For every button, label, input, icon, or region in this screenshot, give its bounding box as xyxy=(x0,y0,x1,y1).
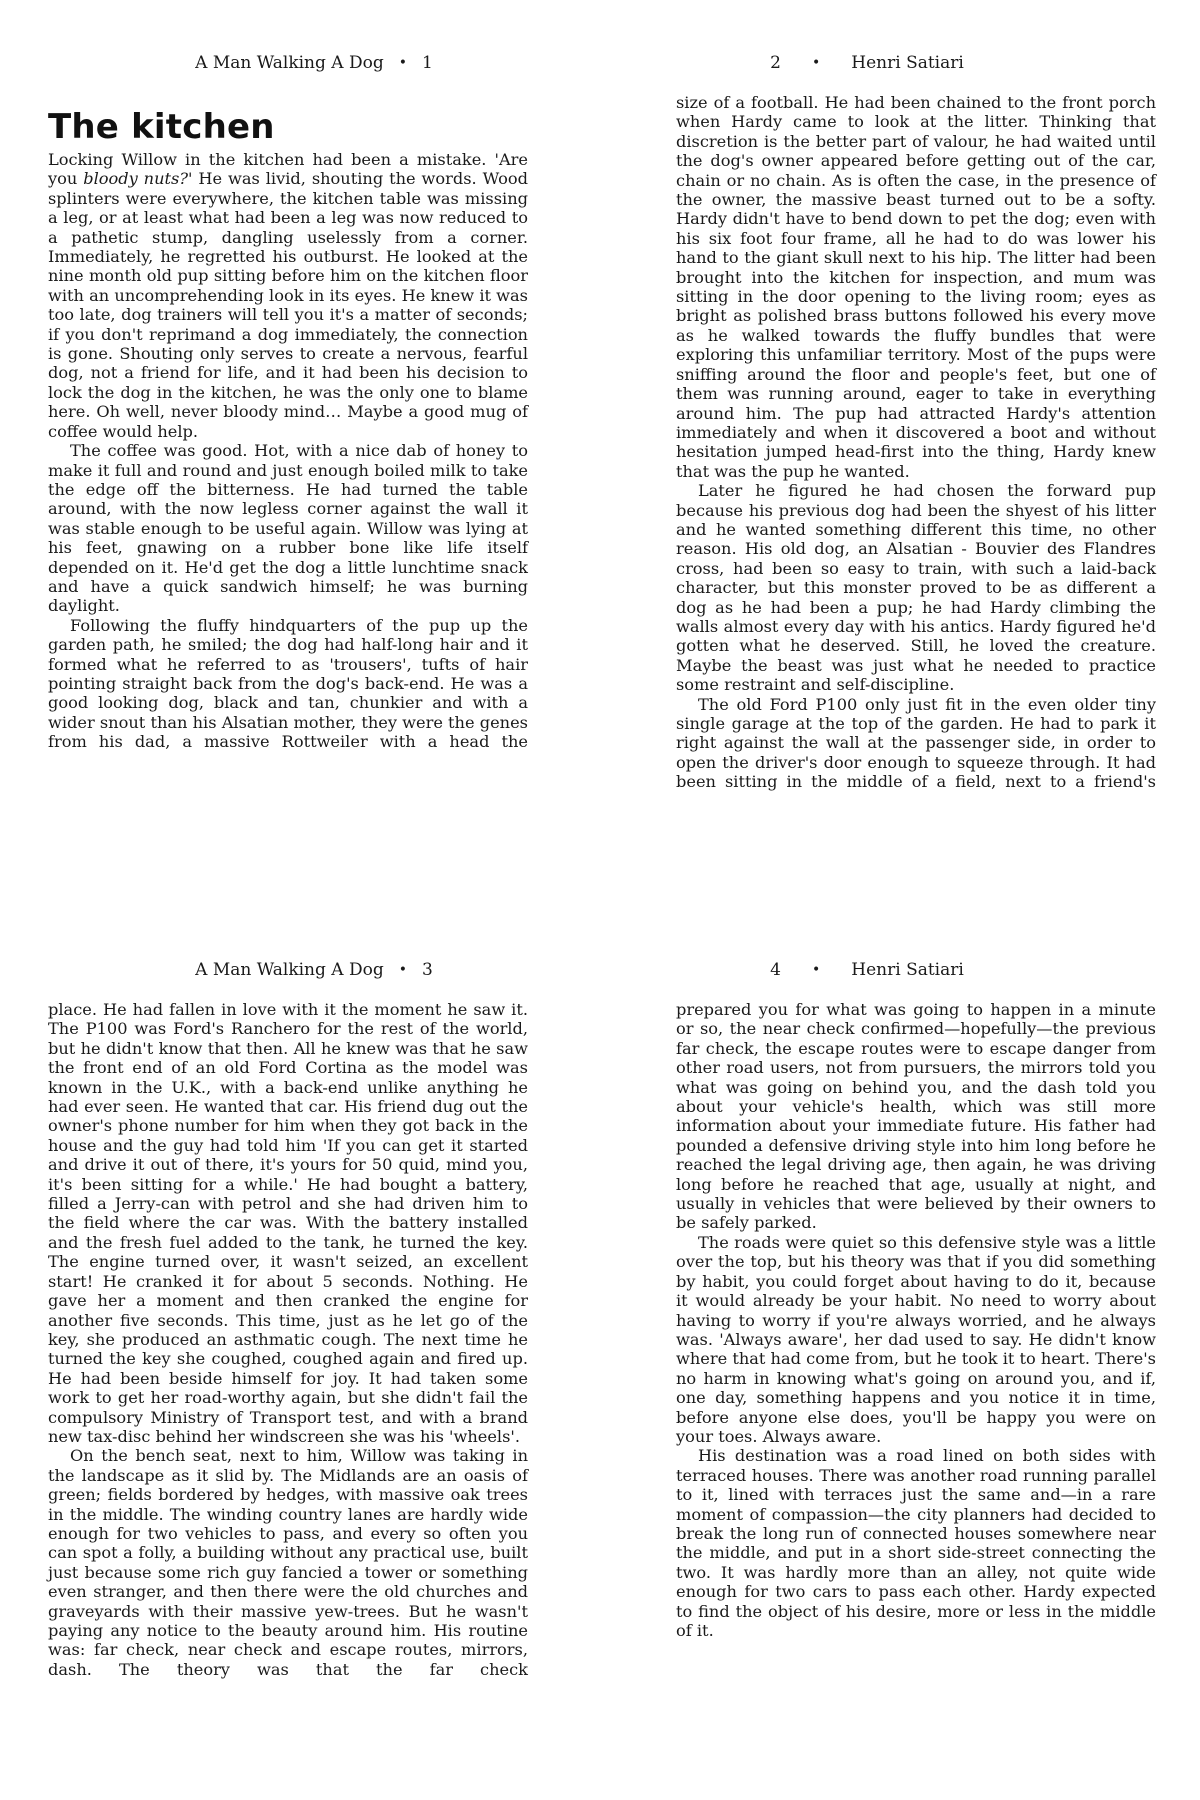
page-body xyxy=(676,93,1156,792)
running-header xyxy=(74,55,554,72)
page-body xyxy=(48,150,528,752)
page-2 xyxy=(676,55,1156,792)
paragraph: The roads were quiet so this defensive style was a little over the top, but his theory was that if you did something by habit, you could forget about having to do it, because it would already be your habit. No need to worry about having to worry if you're always worried, and he always was. 'Always aware', her dad used to say. He didn't know where that had come from, but he took it to heart. There's no harm in knowing what's going on around you, and if, one day, something happens and you notice it in time, before anyone else does, you'll be happy you were on your toes. Always aware. xyxy=(676,1232,1156,1446)
header-bullet-icon: • xyxy=(398,962,407,978)
paragraph: His destination was a road lined on both sides with terraced houses. There was another road running parallel to it, lined with terraces just the same and—in a rare moment of compassion—the city planners had decided to break the long run of connected houses somewhere near the middle, and put in a short side-street connecting the two. It was hardly more than an alley, not quite wide enough for two cars to pass each other. Hardy expected to find the object of his desire, more or less in the middle of it. xyxy=(676,1446,1156,1640)
paragraph: Following the fluffy hindquarters of the pup up the garden path, he smiled; the dog had half-long hair and it formed what he referred to as 'trousers', tufts of hair pointing straight back from the dog's back-end. He was a good looking dog, black and tan, chunkier and with a wider snout than his Alsatian mother, they were the genes from his dad, a massive Rottweiler with a head the xyxy=(48,615,528,752)
paragraph: place. He had fallen in love with it the moment he saw it. The P100 was Ford's Ranchero for the rest of the world, but he didn't know that then. All he knew was that he saw the front end of an old Ford Cortina as the model was known in the U.K., with a back-end unlike anything he had ever seen. He wanted that car. His friend dug out the owner's phone number for him when they got back in the house and the guy had told him 'If you can get it started and drive it out of there, it's yours for 50 quid, mind you, it's been sitting for a while.' He had bought a battery, filled a Jerry-can with petrol and she had driven him to the field where the car was. With the battery installed and the fresh fuel added to the tank, he turned the key. The engine turned over, it wasn't seized, an excellent start! He cranked it for about 5 seconds. Nothing. He gave her a moment and then cranked the engine for another five seconds. This time, just as he let go of the key, she produced an asthmatic cough. The next time he turned the key she coughed, coughed again and fired up. He had been beside himself for joy. It had taken some work to get her road-worthy again, but she didn't fail the compulsory Ministry of Transport test, and with a brand new tax-disc behind her windscreen she was his 'wheels'. xyxy=(48,1000,528,1446)
running-header xyxy=(627,55,1107,72)
page-number: 1 xyxy=(421,53,433,73)
paragraph: Locking Willow in the kitchen had been a mistake. 'Are you bloody nuts?' He was livid, shouting the words. Wood splinters were everywhere, the kitchen table was missing a leg, or at least what had been a leg was now reduced to a pathetic stump, dangling uselessly from a corner. Immediately, he regretted his outburst. He looked at the nine month old pup sitting before him on the kitchen floor with an uncomprehending look in its eyes. He knew it was too late, dog trainers will tell you it's a matter of seconds; if you don't reprimand a dog immediately, the connection is gone. Shouting only serves to create a nervous, fearful dog, not a friend for life, and it had been his decision to lock the dog in the kitchen, he was the only one to blame here. Oh well, never bloody mind… Maybe a good mug of coffee would help. xyxy=(48,150,528,441)
running-header-book-title: A Man Walking A Dog xyxy=(195,53,384,73)
header-bullet-icon: • xyxy=(398,55,407,71)
running-header xyxy=(627,962,1107,979)
header-bullet-icon: • xyxy=(812,962,821,978)
paragraph: prepared you for what was going to happen in a minute or so, the near check confirmed—hopefully—the previous far check, the escape routes were to escape danger from other road users, not from pursuers, the mirrors told you what was going on behind you, and the dash told you about your vehicle's health, which was still more information about your immediate future. His father had pounded a defensive driving style into him long before he reached the legal driving age, then again, he was driving long before he reached that age, usually at night, and usually in vehicles that were believed by their owners to be safely parked. xyxy=(676,1000,1156,1233)
page-number: 3 xyxy=(421,960,433,980)
page-4 xyxy=(676,962,1156,1640)
running-header-book-title: A Man Walking A Dog xyxy=(195,960,384,980)
paragraph: Later he figured he had chosen the forward pup because his previous dog had been the shyest of his litter and he wanted something different this time, no other reason. His old dog, an Alsatian - Bouvier des Flandres cross, had been so easy to train, with such a laid-back character, but this monster proved to be as different a dog as he had been a pup; he had Hardy climbing the walls almost every day with his antics. Hardy figured he'd gotten what he deserved. Still, he loved the creature. Maybe the beast was just what he needed to practice some restraint and self-discipline. xyxy=(676,481,1156,695)
page-number: 4 xyxy=(770,960,781,980)
chapter-title: The kitchen xyxy=(48,107,275,147)
running-header-author: Henri Satiari xyxy=(851,53,964,73)
page-1 xyxy=(48,55,528,752)
paragraph: The old Ford P100 only just fit in the even older tiny single garage at the top of the garden. He had to park it right against the wall at the passenger side, in order to open the driver's door enough to squeeze through. It had been sitting in the middle of a field, next to a friend's xyxy=(676,694,1156,792)
paragraph: size of a football. He had been chained to the front porch when Hardy came to look at the litter. Thinking that discretion is the better part of valour, he had waited until the dog's owner appeared before getting out of the car, chain or no chain. As is often the case, in the presence of the owner, the massive beast turned out to be a softy. Hardy didn't have to bend down to pet the dog; even with his six foot four frame, all he had to do was lower his hand to the giant skull next to his hip. The litter had been brought into the kitchen for inspection, and mum was sitting in the door opening to the living room; eyes as bright as polished brass buttons followed his every move as he walked towards the fluffy bundles that were exploring this unfamiliar territory. Most of the pups were sniffing around the floor and people's feet, but one of them was running around, eager to take in everything around him. The pup had attracted Hardy's attention immediately and when it discovered a boot and without hesitation jumped head-first into the thing, Hardy knew that was the pup he wanted. xyxy=(676,93,1156,481)
header-bullet-icon: • xyxy=(812,55,821,71)
page-body xyxy=(676,1000,1156,1640)
paragraph: The coffee was good. Hot, with a nice dab of honey to make it full and round and just enough boiled milk to take the edge off the bitterness. He had turned the table around, with the now legless corner against the wall it was stable enough to be useful again. Willow was lying at his feet, gnawing on a rubber bone like life itself depended on it. He'd get the dog a little lunchtime snack and have a quick sandwich himself; he was burning daylight. xyxy=(48,441,528,616)
page-number: 2 xyxy=(770,53,781,73)
page-3 xyxy=(48,962,528,1679)
running-header xyxy=(74,962,554,979)
page-body xyxy=(48,1000,528,1679)
running-header-author: Henri Satiari xyxy=(851,960,964,980)
paragraph: On the bench seat, next to him, Willow was taking in the landscape as it slid by. The Midlands are an oasis of green; fields bordered by hedges, with massive oak trees in the middle. The winding country lanes are hardly wide enough for two vehicles to pass, and every so often you can spot a folly, a building without any practical use, built just because some rich guy fancied a tower or something even stranger, and then there were the old churches and graveyards with their massive yew-trees. But he wasn't paying any notice to the beauty around him. His routine was: far check, near check and escape routes, mirrors, dash. The theory was that the far check xyxy=(48,1446,528,1679)
